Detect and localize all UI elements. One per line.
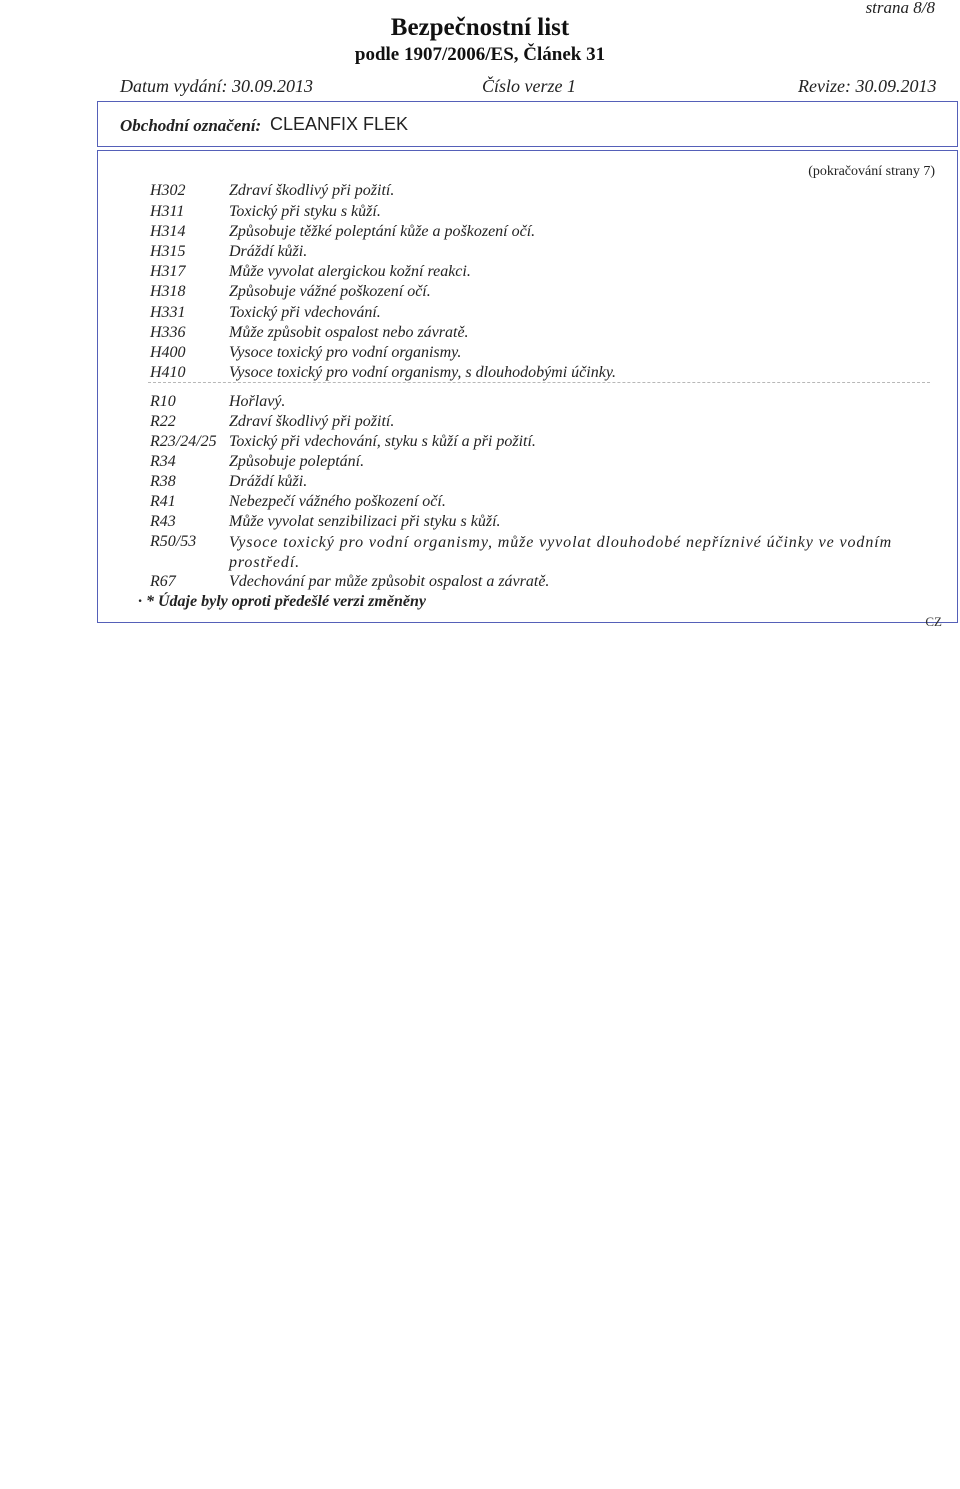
r-text: Způsobuje poleptání.	[229, 453, 365, 470]
country-code: CZ	[925, 614, 942, 629]
r-text: Vysoce toxický pro vodní organismy, může vyvolat dlouhodobé nepříznivé účinky ve vodním prostředí.	[229, 534, 893, 571]
r-code: R34	[150, 453, 176, 470]
r-text: Nebezpečí vážného poškození očí.	[229, 493, 446, 510]
h-text: Způsobuje vážné poškození očí.	[229, 283, 431, 300]
r-text: Toxický při vdechování, styku s kůží a při požití.	[229, 433, 536, 450]
r-code: R23/24/25	[150, 433, 217, 450]
h-code: H400	[150, 344, 186, 361]
r-code: R50/53	[150, 533, 197, 550]
section-divider	[148, 382, 930, 383]
r-code: R38	[150, 473, 176, 490]
r-text: Vdechování par může způsobit ospalost a závratě.	[229, 573, 550, 590]
trade-name-value: CLEANFIX FLEK	[270, 114, 409, 134]
r-text: Může vyvolat senzibilizaci při styku s kůží.	[229, 513, 501, 530]
h-text: Toxický při styku s kůží.	[229, 203, 381, 220]
r-text: Hořlavý.	[229, 393, 286, 410]
revision-date: Revize: 30.09.2013	[798, 76, 937, 96]
h-code: H302	[150, 182, 186, 199]
r-code: R67	[150, 573, 176, 590]
h-text: Vysoce toxický pro vodní organismy, s dlouhodobými účinky.	[229, 364, 617, 381]
h-code: H410	[150, 364, 186, 381]
h-code: H315	[150, 243, 186, 260]
h-text: Způsobuje těžké poleptání kůže a poškození očí.	[229, 223, 536, 240]
page-number: strana 8/8	[865, 0, 935, 17]
h-text: Dráždí kůži.	[229, 243, 308, 260]
issue-date: Datum vydání: 30.09.2013	[120, 76, 313, 96]
r-code: R43	[150, 513, 176, 530]
h-code: H311	[150, 203, 185, 220]
h-text: Vysoce toxický pro vodní organismy.	[229, 344, 462, 361]
h-code: H317	[150, 263, 186, 280]
continuation-note: (pokračování strany 7)	[808, 164, 935, 179]
h-text: Zdraví škodlivý při požití.	[229, 182, 395, 199]
r-text: Dráždí kůži.	[229, 473, 308, 490]
r-code: R22	[150, 413, 176, 430]
r-text: Zdraví škodlivý při požití.	[229, 413, 395, 430]
h-text: Může vyvolat alergickou kožní reakci.	[229, 263, 471, 280]
document-subtitle: podle 1907/2006/ES, Článek 31	[354, 44, 606, 65]
r-code: R10	[150, 393, 176, 410]
h-code: H336	[150, 324, 186, 341]
h-text: Toxický při vdechování.	[229, 304, 381, 321]
r-code: R41	[150, 493, 176, 510]
h-code: H331	[150, 304, 186, 321]
trade-name-label: Obchodní označení:	[120, 116, 262, 135]
version-number: Číslo verze 1	[482, 76, 576, 96]
document-title: Bezpečnostní list	[390, 14, 570, 41]
h-code: H314	[150, 223, 186, 240]
h-code: H318	[150, 283, 186, 300]
h-text: Může způsobit ospalost nebo závratě.	[229, 324, 469, 341]
changes-note: · * Údaje byly oproti předešlé verzi změněny	[138, 593, 426, 610]
